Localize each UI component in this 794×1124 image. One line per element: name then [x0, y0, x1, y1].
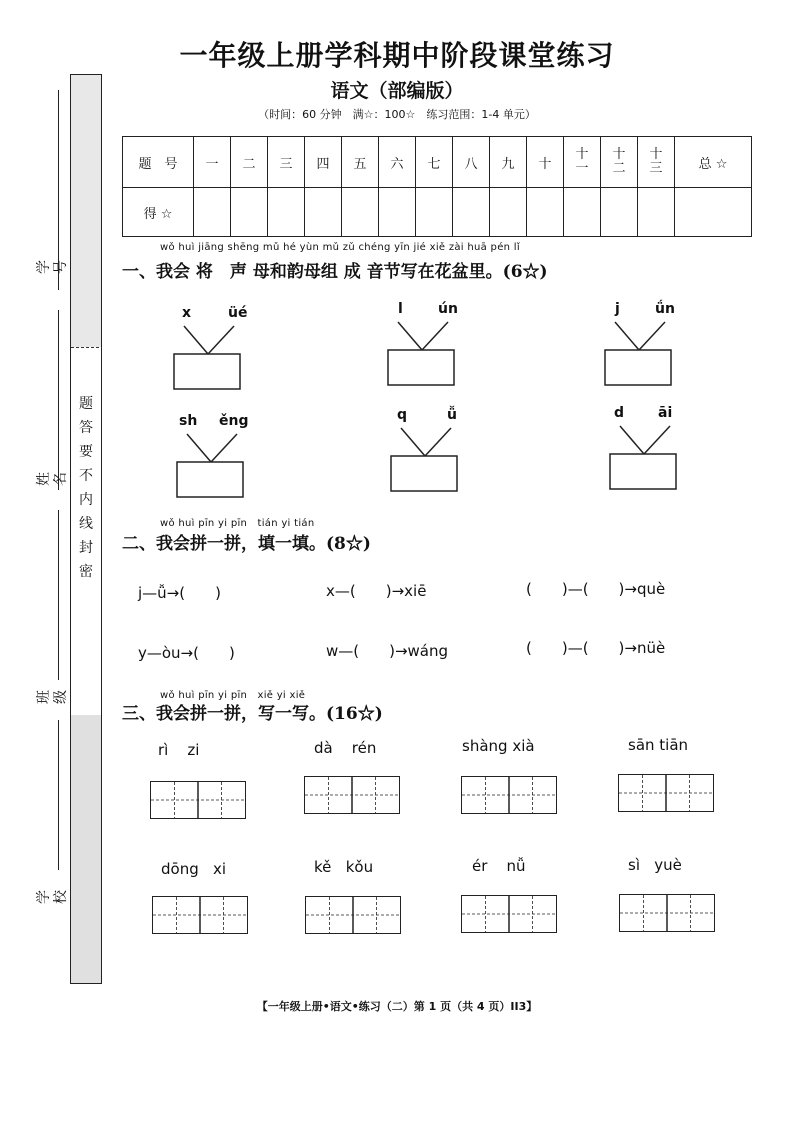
score-cell[interactable] — [564, 188, 601, 237]
fill-item[interactable]: y—òu→( ) — [138, 644, 235, 662]
page-footer: 【一年级上册•语文•练习（二）第 1 页（共 4 页）II3】 — [256, 1000, 538, 1013]
final-letter: ěng — [219, 413, 249, 429]
score-header-row — [123, 137, 752, 188]
score-header-cell: 六 — [379, 137, 416, 188]
pot-shape-icon — [608, 402, 680, 492]
writing-grid[interactable] — [461, 895, 557, 933]
section2-title: 二、我会拼一拼，填一填。(8☆) — [122, 534, 371, 554]
initial-letter: j — [615, 301, 620, 317]
score-cell[interactable] — [305, 188, 342, 237]
final-letter: āi — [658, 405, 673, 421]
seal-char: 题 — [79, 396, 93, 412]
score-cell[interactable] — [527, 188, 564, 237]
word-pinyin: rì zi — [158, 741, 200, 759]
grid-lines-icon — [151, 782, 245, 818]
score-cell[interactable] — [231, 188, 268, 237]
score-cell[interactable] — [453, 188, 490, 237]
section2-pinyin: wǒ huì pīn yi pīn tián yi tián — [160, 518, 315, 529]
score-cell[interactable] — [268, 188, 305, 237]
score-header-cell: 二 — [231, 137, 268, 188]
class-line — [58, 510, 59, 680]
page-title: 一年级上册学科期中阶段课堂练习 — [179, 39, 615, 72]
score-header-cell: 十一 — [564, 137, 601, 188]
score-cell[interactable] — [638, 188, 675, 237]
word-pinyin: dōng xi — [161, 860, 227, 878]
score-header-cell: 五 — [342, 137, 379, 188]
pot-shape-icon — [172, 302, 244, 392]
writing-grid[interactable] — [461, 776, 557, 814]
student-id-label: 学号 — [36, 260, 69, 274]
word-pinyin: dà rén — [314, 739, 377, 757]
grid-lines-icon — [620, 895, 714, 931]
seal-char: 不 — [79, 468, 93, 484]
score-value-row — [123, 188, 752, 237]
initial-letter: l — [398, 301, 403, 317]
score-cell[interactable] — [490, 188, 527, 237]
initial-letter: sh — [179, 413, 198, 429]
total-score-cell[interactable] — [675, 188, 752, 237]
score-row-label: 得 ☆ — [123, 188, 194, 237]
score-cell[interactable] — [379, 188, 416, 237]
seal-char: 封 — [79, 540, 93, 556]
exam-info: （时间：60 分钟 满☆：100☆ 练习范围：1-4 单元） — [258, 108, 536, 121]
flower-pot-4 — [175, 410, 249, 500]
fill-item[interactable]: j—ǚ→( ) — [138, 584, 221, 602]
grid-lines-icon — [305, 777, 399, 813]
score-header-cell: 一 — [194, 137, 231, 188]
grid-lines-icon — [462, 777, 556, 813]
fill-item[interactable]: ( )—( )→nüè — [526, 639, 666, 657]
class-label: 班级 — [36, 690, 69, 704]
page-subtitle: 语文（部编版） — [330, 80, 464, 102]
word-pinyin: ér nǚ — [472, 857, 526, 875]
word-pinyin: shàng xià — [462, 737, 535, 755]
section3-pinyin: wǒ huì pīn yi pīn xiě yi xiě — [160, 690, 306, 701]
flower-pot-3 — [603, 298, 673, 388]
word-pinyin: sān tiān — [628, 736, 689, 754]
flower-pot-2 — [386, 298, 456, 388]
initial-letter: d — [614, 405, 625, 421]
final-letter: üé — [228, 305, 248, 321]
name-label: 姓名 — [36, 472, 69, 486]
score-cell[interactable] — [194, 188, 231, 237]
flower-pot-1 — [172, 302, 248, 392]
binding-strip-bottom — [71, 715, 101, 983]
score-header-cell: 十 — [527, 137, 564, 188]
writing-grid[interactable] — [305, 896, 401, 934]
final-letter: ún — [438, 301, 458, 317]
pot-shape-icon — [603, 298, 675, 388]
pot-shape-icon — [389, 404, 461, 494]
seal-char: 密 — [79, 564, 93, 580]
section1-title: 一、我会 将 声 母和韵母组 成 音节写在花盆里。(6☆) — [122, 262, 548, 282]
score-cell[interactable] — [601, 188, 638, 237]
section1-pinyin: wǒ huì jiāng shēng mǔ hé yùn mǔ zǔ chéng yīn jié xiě zài huā pén lǐ — [160, 242, 520, 253]
score-cell[interactable] — [342, 188, 379, 237]
seal-char: 线 — [79, 516, 93, 532]
final-letter: ǚ — [447, 407, 457, 423]
score-header-cell: 十二 — [601, 137, 638, 188]
seal-line-note — [77, 392, 95, 584]
writing-grid[interactable] — [304, 776, 400, 814]
writing-grid[interactable] — [152, 896, 248, 934]
section3-title: 三、我会拼一拼，写一写。(16☆) — [122, 704, 383, 724]
initial-letter: x — [182, 305, 192, 321]
grid-lines-icon — [306, 897, 400, 933]
score-header-cell: 十三 — [638, 137, 675, 188]
total-score-label: 总 ☆ — [675, 137, 752, 188]
score-header-cell: 九 — [490, 137, 527, 188]
word-pinyin: sì yuè — [628, 856, 682, 874]
seal-char: 要 — [79, 444, 93, 460]
grid-lines-icon — [153, 897, 247, 933]
initial-letter: q — [397, 407, 408, 423]
fill-item[interactable]: ( )—( )→què — [526, 580, 666, 598]
question-number-label: 题 号 — [123, 137, 194, 188]
score-header-cell: 四 — [305, 137, 342, 188]
flower-pot-5 — [389, 404, 459, 494]
fill-item[interactable]: w—( )→wáng — [326, 642, 449, 660]
pot-shape-icon — [386, 298, 458, 388]
writing-grid[interactable] — [150, 781, 246, 819]
writing-grid[interactable] — [619, 894, 715, 932]
final-letter: ǘn — [655, 301, 675, 317]
score-header-cell: 七 — [416, 137, 453, 188]
grid-lines-icon — [462, 896, 556, 932]
fill-item[interactable]: x—( )→xiē — [326, 582, 427, 600]
word-pinyin: kě kǒu — [314, 858, 374, 876]
flower-pot-6 — [608, 402, 678, 492]
school-label: 学校 — [36, 890, 69, 904]
seal-char: 内 — [79, 492, 93, 508]
grid-lines-icon — [619, 775, 713, 811]
writing-grid[interactable] — [618, 774, 714, 812]
score-header-cell: 八 — [453, 137, 490, 188]
score-header-cell: 三 — [268, 137, 305, 188]
school-line — [58, 720, 59, 870]
score-table — [122, 136, 752, 237]
pot-shape-icon — [175, 410, 247, 500]
seal-char: 答 — [79, 420, 93, 436]
score-cell[interactable] — [416, 188, 453, 237]
